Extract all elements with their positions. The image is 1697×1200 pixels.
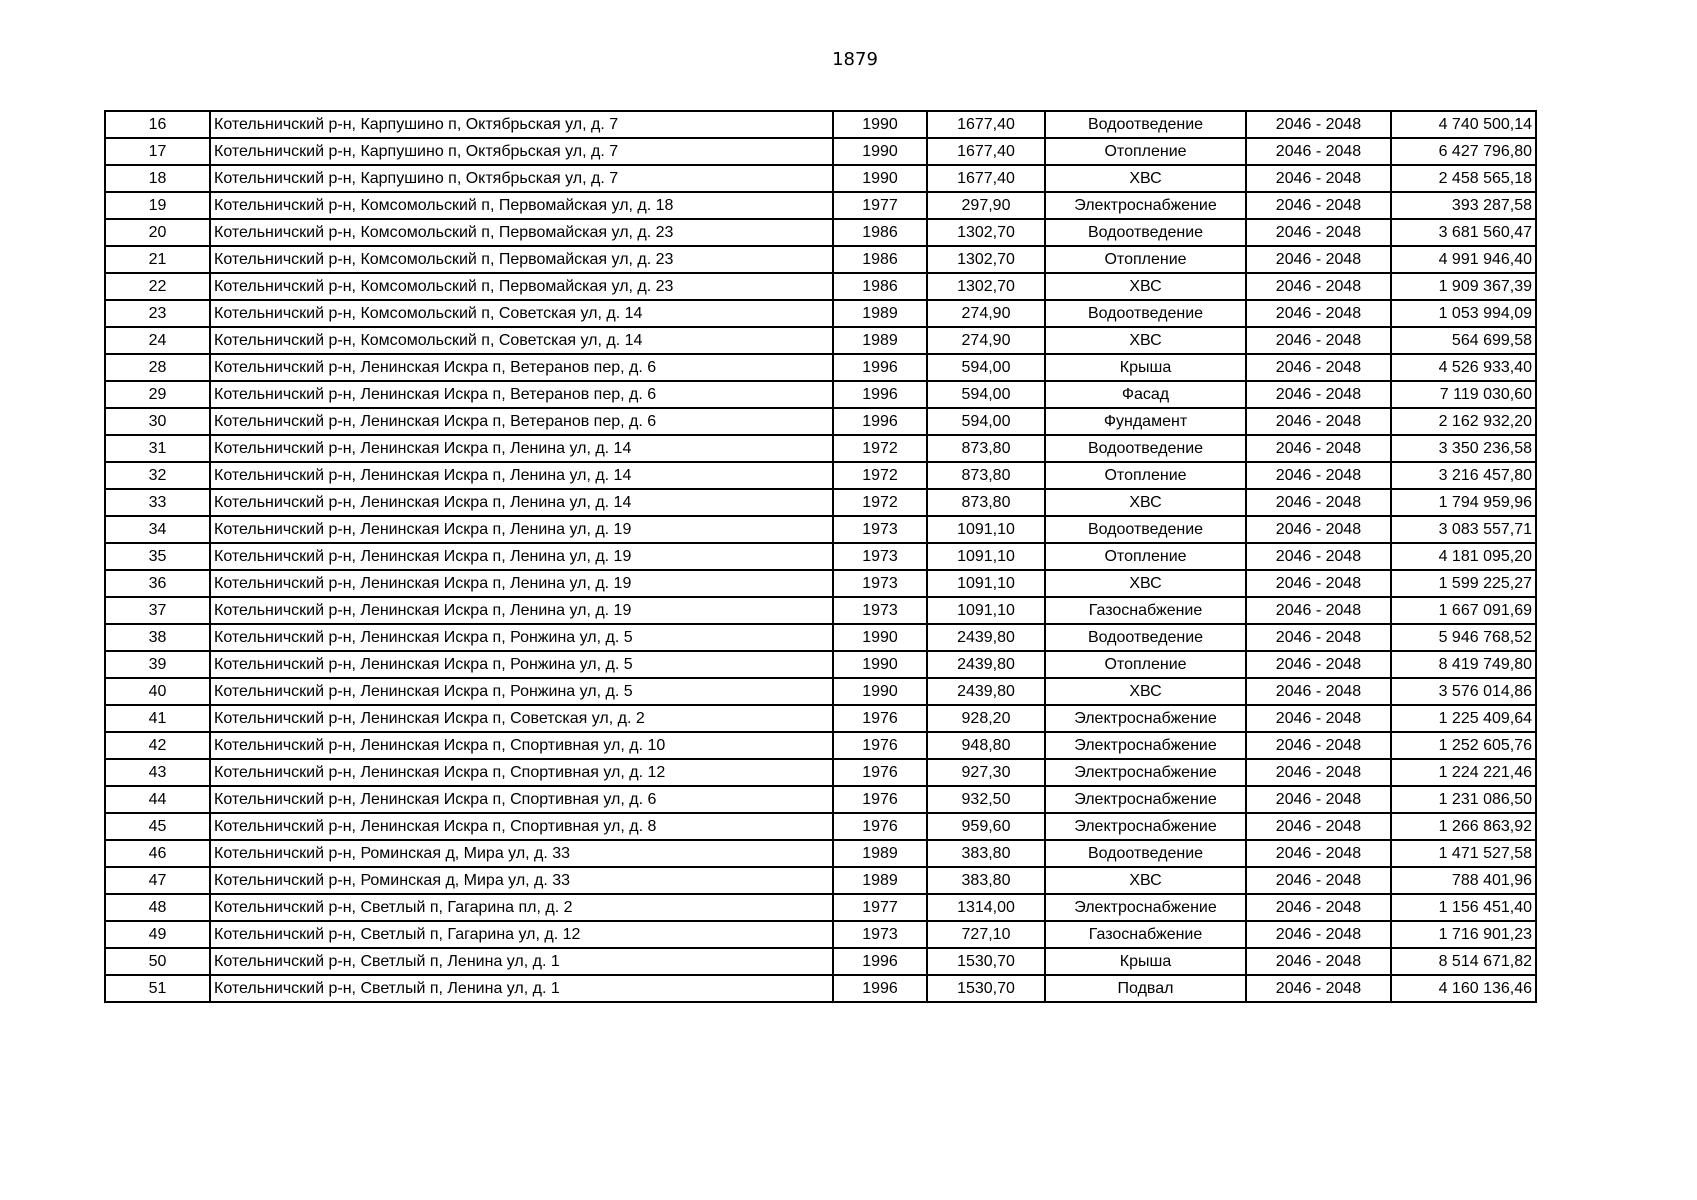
address-cell: Котельничский р-н, Карпушино п, Октябрьская ул, д. 7	[210, 165, 833, 192]
period-cell: 2046 - 2048	[1246, 624, 1391, 651]
row-number-cell: 36	[105, 570, 210, 597]
row-number-cell: 42	[105, 732, 210, 759]
row-number-cell: 34	[105, 516, 210, 543]
address-cell: Котельничский р-н, Ленинская Искра п, Ронжина ул, д. 5	[210, 678, 833, 705]
build-year-cell: 1976	[833, 759, 927, 786]
area-cell: 594,00	[927, 354, 1045, 381]
table-row	[105, 543, 1536, 570]
work-type-cell: ХВС	[1045, 867, 1246, 894]
address-cell: Котельничский р-н, Ленинская Искра п, Спортивная ул, д. 10	[210, 732, 833, 759]
build-year-cell: 1972	[833, 462, 927, 489]
build-year-cell: 1996	[833, 975, 927, 1002]
period-cell: 2046 - 2048	[1246, 192, 1391, 219]
area-cell: 1530,70	[927, 948, 1045, 975]
address-cell: Котельничский р-н, Светлый п, Гагарина ул, д. 12	[210, 921, 833, 948]
period-cell: 2046 - 2048	[1246, 219, 1391, 246]
cost-cell: 4 526 933,40	[1391, 354, 1536, 381]
row-number-cell: 32	[105, 462, 210, 489]
area-cell: 1302,70	[927, 273, 1045, 300]
work-type-cell: Газоснабжение	[1045, 921, 1246, 948]
cost-cell: 3 350 236,58	[1391, 435, 1536, 462]
row-number-cell: 24	[105, 327, 210, 354]
row-number-cell: 48	[105, 894, 210, 921]
row-number-cell: 43	[105, 759, 210, 786]
work-type-cell: Отопление	[1045, 138, 1246, 165]
address-cell: Котельничский р-н, Комсомольский п, Советская ул, д. 14	[210, 327, 833, 354]
build-year-cell: 1989	[833, 867, 927, 894]
period-cell: 2046 - 2048	[1246, 894, 1391, 921]
build-year-cell: 1972	[833, 435, 927, 462]
cost-cell: 4 740 500,14	[1391, 111, 1536, 138]
build-year-cell: 1986	[833, 219, 927, 246]
period-cell: 2046 - 2048	[1246, 678, 1391, 705]
address-cell: Котельничский р-н, Карпушино п, Октябрьская ул, д. 7	[210, 138, 833, 165]
build-year-cell: 1990	[833, 111, 927, 138]
period-cell: 2046 - 2048	[1246, 732, 1391, 759]
period-cell: 2046 - 2048	[1246, 651, 1391, 678]
area-cell: 1091,10	[927, 597, 1045, 624]
table-row	[105, 624, 1536, 651]
work-type-cell: Фундамент	[1045, 408, 1246, 435]
area-cell: 274,90	[927, 327, 1045, 354]
table-row	[105, 516, 1536, 543]
row-number-cell: 35	[105, 543, 210, 570]
work-type-cell: Отопление	[1045, 543, 1246, 570]
build-year-cell: 1976	[833, 786, 927, 813]
table-row	[105, 354, 1536, 381]
page-number: 1879	[832, 49, 878, 70]
cost-cell: 1 252 605,76	[1391, 732, 1536, 759]
row-number-cell: 39	[105, 651, 210, 678]
cost-cell: 1 794 959,96	[1391, 489, 1536, 516]
table-row	[105, 246, 1536, 273]
address-cell: Котельничский р-н, Ленинская Искра п, Советская ул, д. 2	[210, 705, 833, 732]
area-cell: 594,00	[927, 408, 1045, 435]
work-type-cell: Водоотведение	[1045, 300, 1246, 327]
build-year-cell: 1977	[833, 192, 927, 219]
work-type-cell: Подвал	[1045, 975, 1246, 1002]
cost-cell: 3 681 560,47	[1391, 219, 1536, 246]
address-cell: Котельничский р-н, Ленинская Искра п, Ленина ул, д. 19	[210, 570, 833, 597]
row-number-cell: 44	[105, 786, 210, 813]
address-cell: Котельничский р-н, Светлый п, Ленина ул, д. 1	[210, 948, 833, 975]
address-cell: Котельничский р-н, Ленинская Искра п, Ветеранов пер, д. 6	[210, 354, 833, 381]
build-year-cell: 1989	[833, 300, 927, 327]
area-cell: 1314,00	[927, 894, 1045, 921]
area-cell: 1530,70	[927, 975, 1045, 1002]
cost-cell: 4 160 136,46	[1391, 975, 1536, 1002]
build-year-cell: 1976	[833, 705, 927, 732]
work-type-cell: ХВС	[1045, 570, 1246, 597]
work-type-cell: Электроснабжение	[1045, 705, 1246, 732]
area-cell: 594,00	[927, 381, 1045, 408]
work-type-cell: Водоотведение	[1045, 516, 1246, 543]
cost-cell: 1 266 863,92	[1391, 813, 1536, 840]
area-cell: 959,60	[927, 813, 1045, 840]
area-cell: 1677,40	[927, 138, 1045, 165]
row-number-cell: 45	[105, 813, 210, 840]
row-number-cell: 46	[105, 840, 210, 867]
table-row	[105, 111, 1536, 138]
build-year-cell: 1976	[833, 813, 927, 840]
build-year-cell: 1972	[833, 489, 927, 516]
table-row	[105, 381, 1536, 408]
area-cell: 2439,80	[927, 678, 1045, 705]
row-number-cell: 50	[105, 948, 210, 975]
build-year-cell: 1990	[833, 651, 927, 678]
work-type-cell: Газоснабжение	[1045, 597, 1246, 624]
cost-cell: 4 991 946,40	[1391, 246, 1536, 273]
row-number-cell: 30	[105, 408, 210, 435]
address-cell: Котельничский р-н, Карпушино п, Октябрьская ул, д. 7	[210, 111, 833, 138]
area-cell: 927,30	[927, 759, 1045, 786]
build-year-cell: 1990	[833, 624, 927, 651]
period-cell: 2046 - 2048	[1246, 138, 1391, 165]
row-number-cell: 51	[105, 975, 210, 1002]
work-type-cell: ХВС	[1045, 489, 1246, 516]
build-year-cell: 1996	[833, 948, 927, 975]
table-row	[105, 273, 1536, 300]
area-cell: 727,10	[927, 921, 1045, 948]
table-row	[105, 678, 1536, 705]
work-type-cell: ХВС	[1045, 327, 1246, 354]
cost-cell: 1 053 994,09	[1391, 300, 1536, 327]
period-cell: 2046 - 2048	[1246, 354, 1391, 381]
row-number-cell: 23	[105, 300, 210, 327]
address-cell: Котельничский р-н, Ленинская Искра п, Ленина ул, д. 14	[210, 462, 833, 489]
period-cell: 2046 - 2048	[1246, 867, 1391, 894]
work-type-cell: Электроснабжение	[1045, 192, 1246, 219]
area-cell: 1091,10	[927, 543, 1045, 570]
table-row	[105, 192, 1536, 219]
cost-cell: 393 287,58	[1391, 192, 1536, 219]
table-row	[105, 138, 1536, 165]
address-cell: Котельничский р-н, Комсомольский п, Первомайская ул, д. 18	[210, 192, 833, 219]
cost-cell: 1 716 901,23	[1391, 921, 1536, 948]
period-cell: 2046 - 2048	[1246, 921, 1391, 948]
build-year-cell: 1986	[833, 273, 927, 300]
area-cell: 873,80	[927, 489, 1045, 516]
row-number-cell: 31	[105, 435, 210, 462]
work-type-cell: Фасад	[1045, 381, 1246, 408]
build-year-cell: 1973	[833, 516, 927, 543]
row-number-cell: 41	[105, 705, 210, 732]
period-cell: 2046 - 2048	[1246, 111, 1391, 138]
work-type-cell: ХВС	[1045, 165, 1246, 192]
area-cell: 928,20	[927, 705, 1045, 732]
table-row	[105, 975, 1536, 1002]
period-cell: 2046 - 2048	[1246, 489, 1391, 516]
work-type-cell: Электроснабжение	[1045, 894, 1246, 921]
work-type-cell: Крыша	[1045, 948, 1246, 975]
period-cell: 2046 - 2048	[1246, 462, 1391, 489]
address-cell: Котельничский р-н, Роминская д, Мира ул, д. 33	[210, 867, 833, 894]
area-cell: 1091,10	[927, 516, 1045, 543]
period-cell: 2046 - 2048	[1246, 840, 1391, 867]
cost-cell: 1 156 451,40	[1391, 894, 1536, 921]
work-type-cell: Водоотведение	[1045, 840, 1246, 867]
cost-cell: 3 576 014,86	[1391, 678, 1536, 705]
table-row	[105, 732, 1536, 759]
period-cell: 2046 - 2048	[1246, 597, 1391, 624]
work-type-cell: Водоотведение	[1045, 435, 1246, 462]
table-row	[105, 462, 1536, 489]
build-year-cell: 1989	[833, 840, 927, 867]
cost-cell: 8 419 749,80	[1391, 651, 1536, 678]
period-cell: 2046 - 2048	[1246, 786, 1391, 813]
address-cell: Котельничский р-н, Ленинская Искра п, Ленина ул, д. 19	[210, 516, 833, 543]
period-cell: 2046 - 2048	[1246, 435, 1391, 462]
period-cell: 2046 - 2048	[1246, 246, 1391, 273]
period-cell: 2046 - 2048	[1246, 975, 1391, 1002]
area-cell: 1677,40	[927, 165, 1045, 192]
cost-cell: 788 401,96	[1391, 867, 1536, 894]
address-cell: Котельничский р-н, Ленинская Искра п, Спортивная ул, д. 8	[210, 813, 833, 840]
work-type-cell: ХВС	[1045, 678, 1246, 705]
table-row	[105, 570, 1536, 597]
work-type-cell: Крыша	[1045, 354, 1246, 381]
area-cell: 873,80	[927, 462, 1045, 489]
row-number-cell: 17	[105, 138, 210, 165]
cost-cell: 1 667 091,69	[1391, 597, 1536, 624]
table-row	[105, 840, 1536, 867]
row-number-cell: 33	[105, 489, 210, 516]
build-year-cell: 1973	[833, 543, 927, 570]
period-cell: 2046 - 2048	[1246, 570, 1391, 597]
period-cell: 2046 - 2048	[1246, 948, 1391, 975]
cost-cell: 6 427 796,80	[1391, 138, 1536, 165]
build-year-cell: 1973	[833, 597, 927, 624]
period-cell: 2046 - 2048	[1246, 705, 1391, 732]
row-number-cell: 29	[105, 381, 210, 408]
table-row	[105, 705, 1536, 732]
work-type-cell: Водоотведение	[1045, 624, 1246, 651]
table-row	[105, 597, 1536, 624]
address-cell: Котельничский р-н, Ленинская Искра п, Ленина ул, д. 14	[210, 489, 833, 516]
cost-cell: 3 083 557,71	[1391, 516, 1536, 543]
table-row	[105, 489, 1536, 516]
area-cell: 1302,70	[927, 246, 1045, 273]
build-year-cell: 1990	[833, 138, 927, 165]
table-row	[105, 327, 1536, 354]
table-row	[105, 921, 1536, 948]
build-year-cell: 1977	[833, 894, 927, 921]
build-year-cell: 1996	[833, 408, 927, 435]
work-type-cell: Электроснабжение	[1045, 786, 1246, 813]
cost-cell: 1 471 527,58	[1391, 840, 1536, 867]
cost-cell: 7 119 030,60	[1391, 381, 1536, 408]
row-number-cell: 21	[105, 246, 210, 273]
build-year-cell: 1973	[833, 921, 927, 948]
address-cell: Котельничский р-н, Комсомольский п, Первомайская ул, д. 23	[210, 273, 833, 300]
table-row	[105, 759, 1536, 786]
work-type-cell: Отопление	[1045, 246, 1246, 273]
work-type-cell: Отопление	[1045, 462, 1246, 489]
build-year-cell: 1973	[833, 570, 927, 597]
area-cell: 383,80	[927, 867, 1045, 894]
build-year-cell: 1990	[833, 165, 927, 192]
table-row	[105, 786, 1536, 813]
table-row	[105, 165, 1536, 192]
period-cell: 2046 - 2048	[1246, 381, 1391, 408]
work-type-cell: Электроснабжение	[1045, 759, 1246, 786]
work-type-cell: Электроснабжение	[1045, 732, 1246, 759]
row-number-cell: 47	[105, 867, 210, 894]
table-row	[105, 948, 1536, 975]
build-year-cell: 1996	[833, 354, 927, 381]
row-number-cell: 49	[105, 921, 210, 948]
work-type-cell: Электроснабжение	[1045, 813, 1246, 840]
area-cell: 274,90	[927, 300, 1045, 327]
cost-cell: 3 216 457,80	[1391, 462, 1536, 489]
address-cell: Котельничский р-н, Комсомольский п, Первомайская ул, д. 23	[210, 246, 833, 273]
table-row	[105, 300, 1536, 327]
address-cell: Котельничский р-н, Ленинская Искра п, Ленина ул, д. 19	[210, 597, 833, 624]
row-number-cell: 37	[105, 597, 210, 624]
area-cell: 2439,80	[927, 624, 1045, 651]
cost-cell: 4 181 095,20	[1391, 543, 1536, 570]
work-type-cell: Водоотведение	[1045, 219, 1246, 246]
cost-cell: 5 946 768,52	[1391, 624, 1536, 651]
address-cell: Котельничский р-н, Ленинская Искра п, Ветеранов пер, д. 6	[210, 408, 833, 435]
period-cell: 2046 - 2048	[1246, 408, 1391, 435]
row-number-cell: 38	[105, 624, 210, 651]
cost-cell: 1 224 221,46	[1391, 759, 1536, 786]
area-cell: 1091,10	[927, 570, 1045, 597]
table-row	[105, 813, 1536, 840]
address-cell: Котельничский р-н, Ленинская Искра п, Спортивная ул, д. 12	[210, 759, 833, 786]
work-type-cell: ХВС	[1045, 273, 1246, 300]
row-number-cell: 40	[105, 678, 210, 705]
row-number-cell: 28	[105, 354, 210, 381]
cost-cell: 1 231 086,50	[1391, 786, 1536, 813]
period-cell: 2046 - 2048	[1246, 300, 1391, 327]
area-cell: 873,80	[927, 435, 1045, 462]
address-cell: Котельничский р-н, Ленинская Искра п, Ветеранов пер, д. 6	[210, 381, 833, 408]
work-type-cell: Водоотведение	[1045, 111, 1246, 138]
area-cell: 297,90	[927, 192, 1045, 219]
address-cell: Котельничский р-н, Светлый п, Ленина ул, д. 1	[210, 975, 833, 1002]
build-year-cell: 1996	[833, 381, 927, 408]
period-cell: 2046 - 2048	[1246, 327, 1391, 354]
cost-cell: 1 225 409,64	[1391, 705, 1536, 732]
period-cell: 2046 - 2048	[1246, 273, 1391, 300]
address-cell: Котельничский р-н, Комсомольский п, Советская ул, д. 14	[210, 300, 833, 327]
cost-cell: 564 699,58	[1391, 327, 1536, 354]
table-row	[105, 867, 1536, 894]
area-cell: 383,80	[927, 840, 1045, 867]
area-cell: 2439,80	[927, 651, 1045, 678]
table-row	[105, 651, 1536, 678]
repair-schedule-table	[104, 110, 1537, 1003]
row-number-cell: 22	[105, 273, 210, 300]
address-cell: Котельничский р-н, Светлый п, Гагарина пл, д. 2	[210, 894, 833, 921]
address-cell: Котельничский р-н, Роминская д, Мира ул, д. 33	[210, 840, 833, 867]
build-year-cell: 1986	[833, 246, 927, 273]
period-cell: 2046 - 2048	[1246, 813, 1391, 840]
cost-cell: 1 599 225,27	[1391, 570, 1536, 597]
area-cell: 948,80	[927, 732, 1045, 759]
table-row	[105, 408, 1536, 435]
address-cell: Котельничский р-н, Комсомольский п, Первомайская ул, д. 23	[210, 219, 833, 246]
table-row	[105, 435, 1536, 462]
area-cell: 1677,40	[927, 111, 1045, 138]
address-cell: Котельничский р-н, Ленинская Искра п, Ленина ул, д. 19	[210, 543, 833, 570]
table-body	[105, 111, 1536, 1002]
build-year-cell: 1990	[833, 678, 927, 705]
address-cell: Котельничский р-н, Ленинская Искра п, Ронжина ул, д. 5	[210, 651, 833, 678]
row-number-cell: 18	[105, 165, 210, 192]
area-cell: 1302,70	[927, 219, 1045, 246]
row-number-cell: 19	[105, 192, 210, 219]
area-cell: 932,50	[927, 786, 1045, 813]
table-row	[105, 894, 1536, 921]
address-cell: Котельничский р-н, Ленинская Искра п, Ленина ул, д. 14	[210, 435, 833, 462]
cost-cell: 2 458 565,18	[1391, 165, 1536, 192]
build-year-cell: 1989	[833, 327, 927, 354]
row-number-cell: 20	[105, 219, 210, 246]
period-cell: 2046 - 2048	[1246, 516, 1391, 543]
row-number-cell: 16	[105, 111, 210, 138]
period-cell: 2046 - 2048	[1246, 543, 1391, 570]
period-cell: 2046 - 2048	[1246, 759, 1391, 786]
cost-cell: 1 909 367,39	[1391, 273, 1536, 300]
address-cell: Котельничский р-н, Ленинская Искра п, Спортивная ул, д. 6	[210, 786, 833, 813]
cost-cell: 8 514 671,82	[1391, 948, 1536, 975]
work-type-cell: Отопление	[1045, 651, 1246, 678]
cost-cell: 2 162 932,20	[1391, 408, 1536, 435]
table-row	[105, 219, 1536, 246]
address-cell: Котельничский р-н, Ленинская Искра п, Ронжина ул, д. 5	[210, 624, 833, 651]
build-year-cell: 1976	[833, 732, 927, 759]
period-cell: 2046 - 2048	[1246, 165, 1391, 192]
